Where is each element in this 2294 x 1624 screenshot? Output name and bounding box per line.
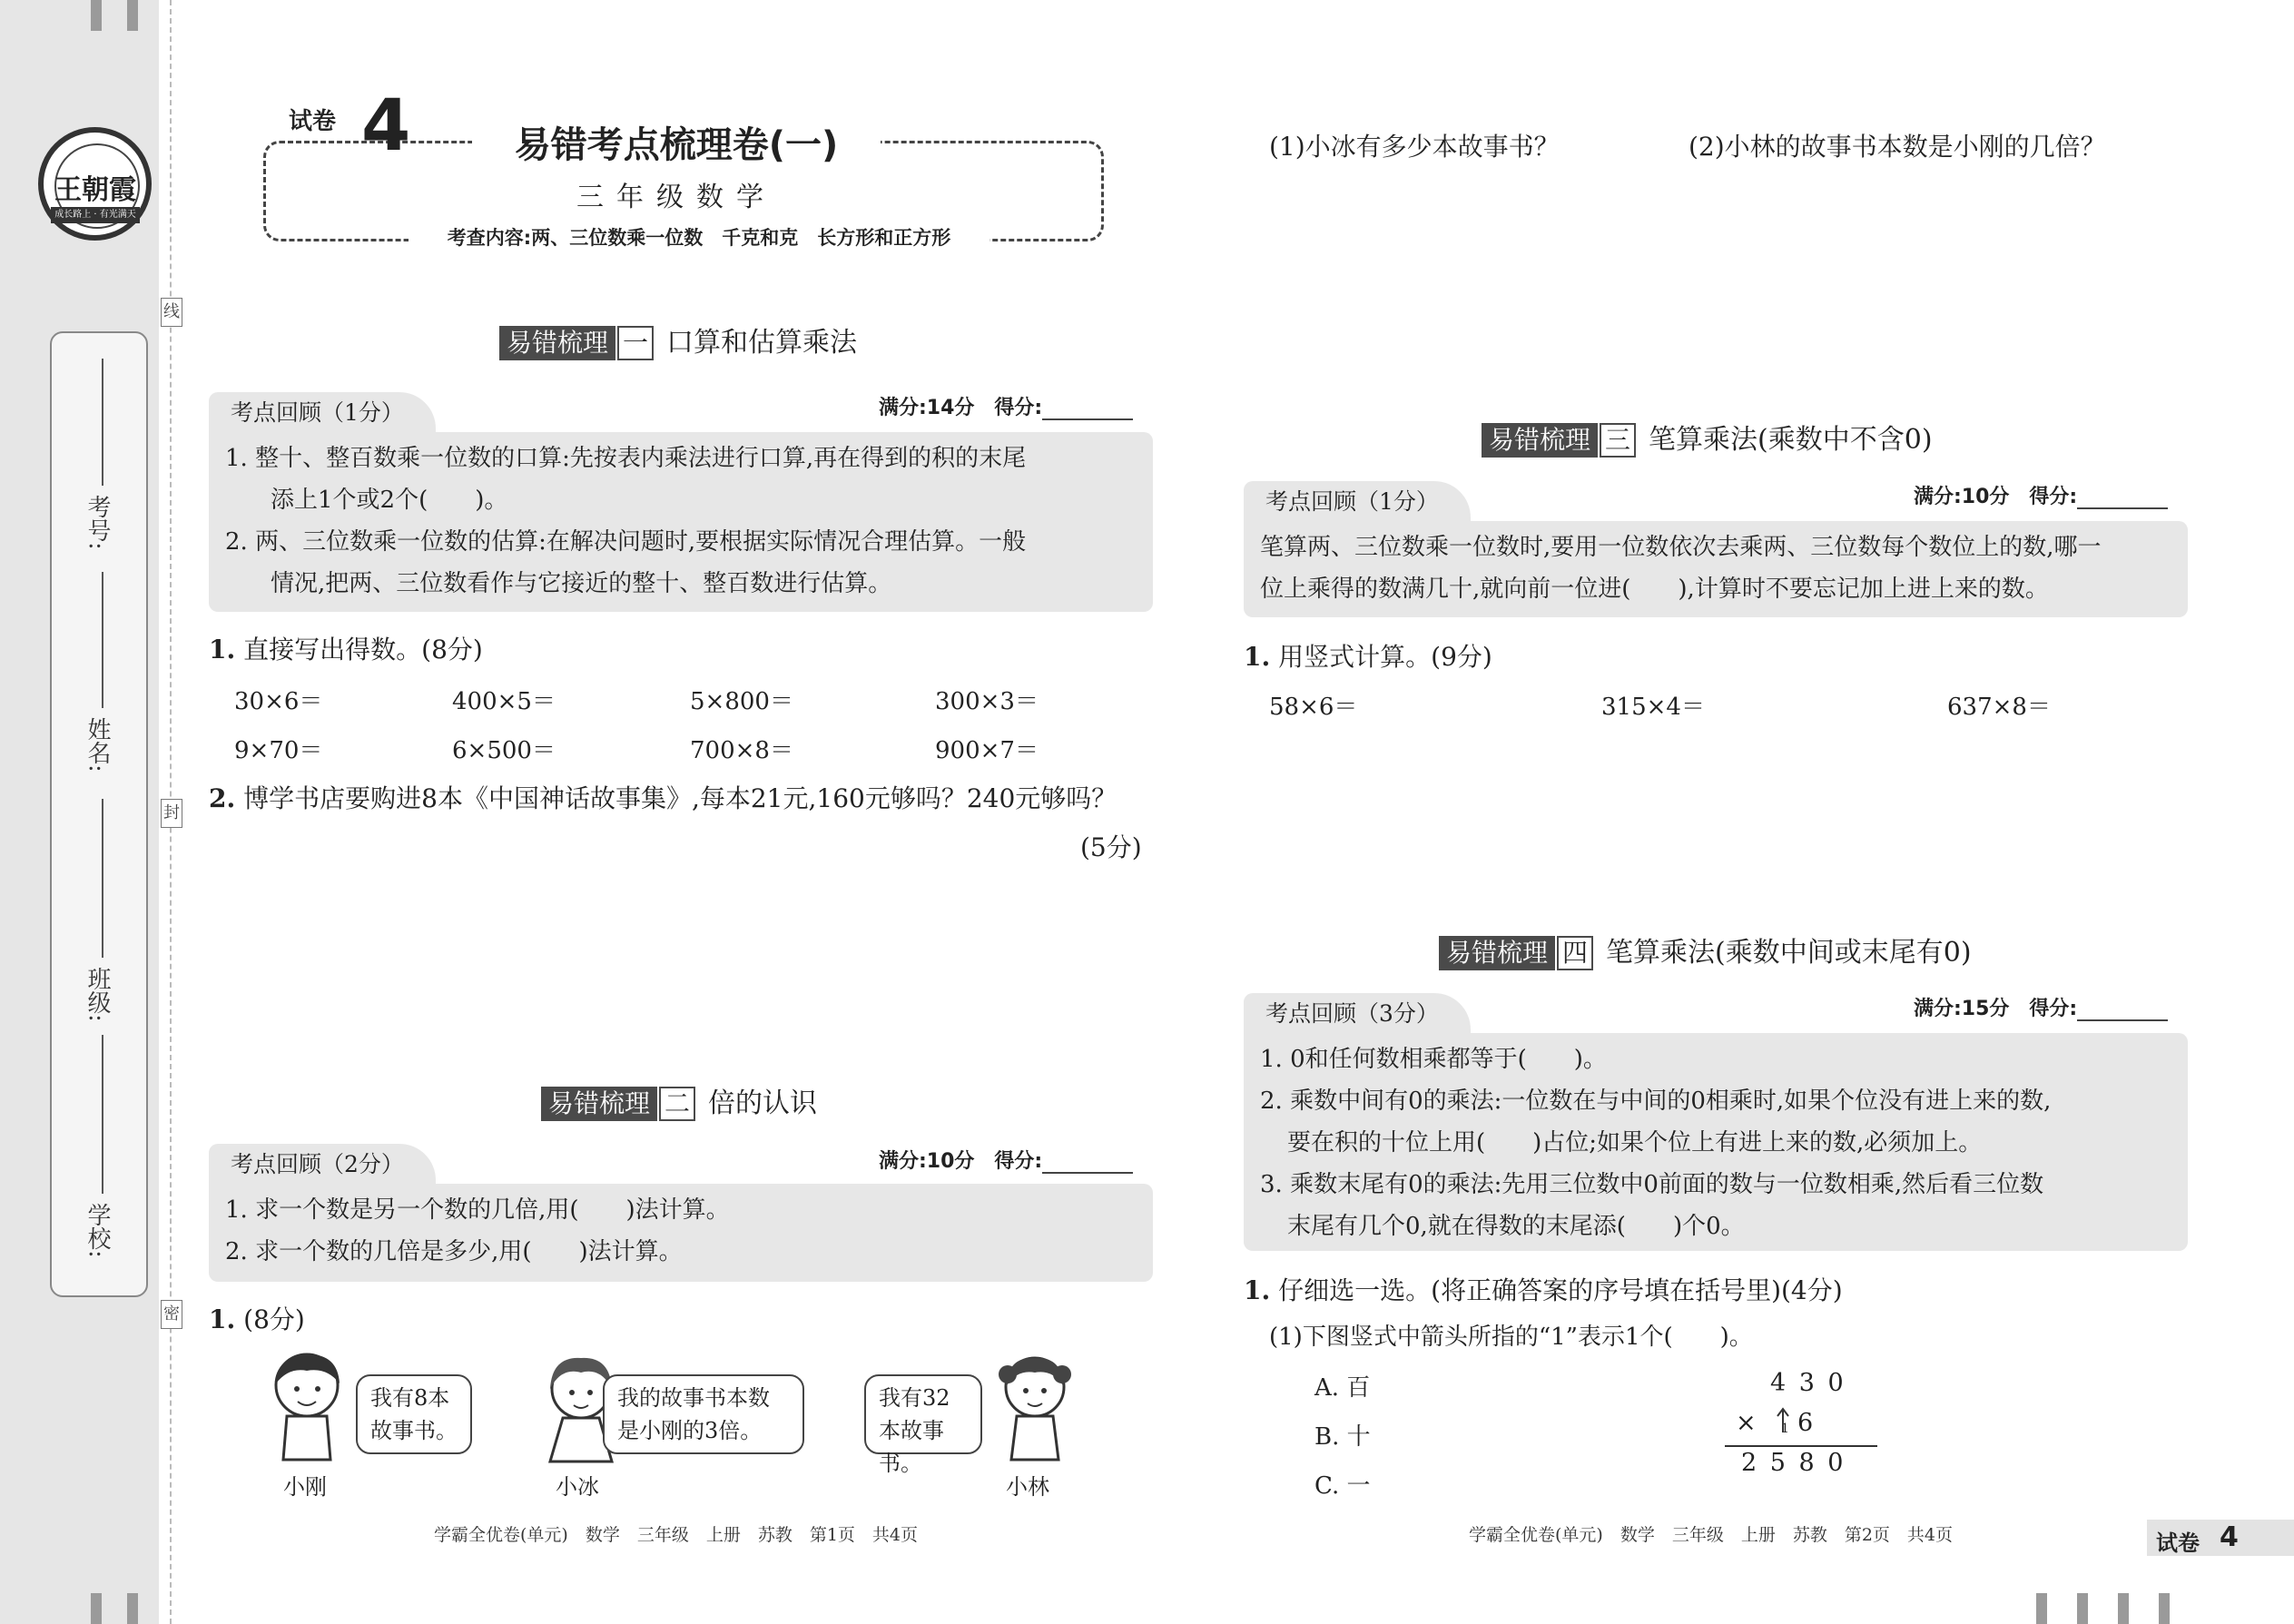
question-number: 2. [209,783,236,813]
answer-area[interactable] [1253,172,2188,399]
review-label: 考点回顾（1分） [209,392,436,434]
name-line[interactable] [102,572,103,708]
bottom-bar-mark [127,1593,138,1624]
section-number: 一 [617,326,654,360]
review-label: 考点回顾（1分） [1244,481,1471,523]
top-bar-mark [91,0,102,31]
question-1 [209,1300,305,1336]
student-info-box [50,331,148,1297]
girl-with-pigtails-illustration [989,1347,1080,1465]
answer-area[interactable] [209,876,1153,1030]
section-badge: 易错梳理 [499,326,615,360]
seal-mark-close: 密 [161,1300,182,1329]
review-point: 位上乘得的数满几十,就向前一位进( ),计算时不要忘记加上进上来的数。 [1260,576,2049,603]
score-blank[interactable] [2077,487,2168,509]
bottom-bar-mark [2159,1593,2170,1624]
section-title: 笔算乘法(乘数中不含0) [1649,424,1933,456]
question-text: 用竖式计算。(9分) [1278,642,1492,672]
bottom-bar-mark [2118,1593,2129,1624]
calc-item: 637×8＝ [1947,694,2051,721]
class-label: 班级: [84,967,111,1022]
score-blank[interactable] [1042,1152,1133,1174]
speech-bubble: 我有8本故事书。 [356,1374,472,1454]
times-sign: × [1736,1409,1757,1437]
result-line [1725,1445,1877,1447]
section3-header [1482,422,1933,458]
question-1 [209,630,483,666]
test-number: 4 [361,85,411,167]
review-label: 考点回顾（3分） [1244,993,1471,1035]
question-number: 1. [209,635,236,664]
seal-mark-line: 线 [161,298,182,327]
review-point: 1. 求一个数是另一个数的几倍,用( )法计算。 [225,1196,730,1224]
calc-item: 700×8＝ [690,737,793,764]
calc-item: 6×500＝ [452,737,556,764]
review-point-cont: 要在积的十位上用( )占位;如果个位上有进上来的数,必须加上。 [1287,1129,1983,1156]
school-label: 学校: [84,1203,111,1258]
question-2 [209,779,1157,815]
calc-item: 58×6＝ [1269,694,1358,721]
review-point-cont: 情况,把两、三位数看作与它接近的整十、整百数进行估算。 [271,570,892,597]
arrow-icon [1774,1407,1792,1434]
sub-question: (1)下图竖式中箭头所指的“1”表示1个( )。 [1269,1324,1753,1351]
question-number: 1. [209,1304,236,1334]
section-number: 二 [659,1087,695,1121]
kid-name: 小林 [1006,1474,1049,1500]
speech-bubble: 我的故事书本数是小刚的3倍。 [603,1374,804,1454]
footer-left: 学霸全优卷(单元) 数学 三年级 上册 苏教 第1页 共4页 [434,1525,919,1545]
score-field [879,1146,1133,1174]
class-line[interactable] [102,799,103,958]
question-score: (5分) [1080,832,1142,862]
review-box [1244,1033,2188,1251]
calc-item: 315×4＝ [1601,694,1705,721]
question-1 [1244,1271,1843,1307]
review-point-cont: 添上1个或2个( )。 [271,487,508,514]
question-text: 直接写出得数。(8分) [243,635,483,664]
section-badge: 易错梳理 [541,1087,657,1121]
question-text: 仔细选一选。(将正确答案的序号填在括号里)(4分) [1278,1275,1843,1305]
section-number: 四 [1557,936,1593,970]
section4-header [1439,935,1972,971]
multiplier: 6 [1797,1409,1814,1437]
carry-digit: 1 [1781,1422,1789,1436]
section-title: 口算和估算乘法 [666,327,858,359]
test-tag: 试卷 [289,108,337,135]
review-box [209,432,1153,612]
kid-name: 小刚 [283,1474,327,1500]
calc-item: 900×7＝ [935,737,1039,764]
option-c[interactable]: C. 一 [1314,1472,1371,1500]
seal-mark-seal: 封 [161,799,182,828]
section-title: 倍的认识 [708,1088,818,1119]
publisher-logo [38,127,152,241]
school-line[interactable] [102,1035,103,1194]
review-point: 3. 乘数末尾有0的乘法:先用三位数中0前面的数与一位数相乘,然后看三位数 [1260,1171,2044,1198]
score-blank[interactable] [1042,399,1133,420]
question-text: 博学书店要购进8本《中国神话故事集》,每本21元,160元够吗？240元够吗？ [243,783,1117,813]
page-tab-label: 试卷 [2156,1530,2200,1556]
page-tab [2147,1520,2294,1556]
question-text: (8分) [243,1304,305,1334]
review-point-cont: 末尾有几个0,就在得数的末尾添( )个0。 [1287,1213,1745,1240]
name-label: 姓名: [84,717,111,773]
footer-right: 学霸全优卷(单元) 数学 三年级 上册 苏教 第2页 共4页 [1469,1525,1954,1545]
option-a[interactable]: A. 百 [1314,1374,1371,1402]
question-1 [1244,637,1492,674]
sub-question-2: (2)小林的故事书本数是小刚的几倍？ [1689,132,2106,162]
vertical-multiplication [1725,1369,1897,1478]
option-b[interactable]: B. 十 [1314,1423,1371,1451]
review-point: 2. 两、三位数乘一位数的估算:在解决问题时,要根据实际情况合理估算。一般 [225,528,1027,556]
section1-header [499,325,857,361]
bottom-bar-mark [2077,1593,2088,1624]
review-point: 1. 整十、整百数乘一位数的口算:先按表内乘法进行口算,再在得到的积的末尾 [225,445,1027,472]
bottom-bar-mark [2036,1593,2047,1624]
score-blank[interactable] [2077,999,2168,1021]
boy-illustration [263,1347,354,1465]
review-point: 2. 乘数中间有0的乘法:一位数在与中间的0相乘时,如果个位没有进上来的数, [1260,1088,2052,1115]
score-label: 满分:14分 得分: [879,397,1043,419]
review-point: 笔算两、三位数乘一位数时,要用一位数依次去乘两、三位数每个数位上的数,哪一 [1260,534,2102,561]
logo-ribbon: 成长路上 · 有光满天 [51,207,140,223]
section-title: 笔算乘法(乘数中间或末尾有0) [1606,937,1972,969]
question-number: 1. [1244,1275,1271,1305]
calc-item: 5×800＝ [690,688,793,715]
exam-no-label: 考号: [84,495,111,550]
sub-question-1: (1)小冰有多少本故事书？ [1269,132,1560,162]
kid-name: 小冰 [556,1474,599,1500]
grade-subject: 三年级数学 [576,182,776,213]
exam-content: 考查内容:两、三位数乘一位数 千克和克 长方形和正方形 [409,223,989,251]
score-field [879,392,1133,420]
exam-no-line[interactable] [102,359,103,486]
calc-item: 300×3＝ [935,688,1039,715]
multiplicand: 4 3 0 [1770,1369,1846,1397]
review-point: 2. 求一个数的几倍是多少,用( )法计算。 [225,1238,683,1265]
score-label: 满分:10分 得分: [1914,486,2078,508]
section-badge: 易错梳理 [1482,423,1598,458]
bottom-bar-mark [91,1593,102,1624]
score-label: 满分:15分 得分: [1914,998,2078,1020]
score-field [1914,481,2168,509]
exam-title: 易错考点梳理卷(一) [472,116,881,168]
calc-item: 9×70＝ [234,737,323,764]
section-badge: 易错梳理 [1439,936,1555,970]
score-field [1914,993,2168,1021]
answer-area[interactable] [1253,735,2188,917]
calc-item: 30×6＝ [234,688,323,715]
question-number: 1. [1244,642,1271,672]
score-label: 满分:10分 得分: [879,1150,1043,1173]
review-box [1244,521,2188,617]
top-bar-mark [127,0,138,31]
section-number: 三 [1600,423,1636,458]
calc-item: 400×5＝ [452,688,556,715]
review-box [209,1184,1153,1282]
review-point: 1. 0和任何数相乘都等于( )。 [1260,1046,1607,1073]
section2-header [541,1086,817,1122]
product: 2 5 8 0 [1741,1449,1846,1477]
logo-name: 王朝霞 [54,174,136,206]
page-tab-number: 4 [2220,1521,2239,1553]
review-label: 考点回顾（2分） [209,1144,436,1186]
speech-bubble: 我有32本故事书。 [864,1374,982,1454]
